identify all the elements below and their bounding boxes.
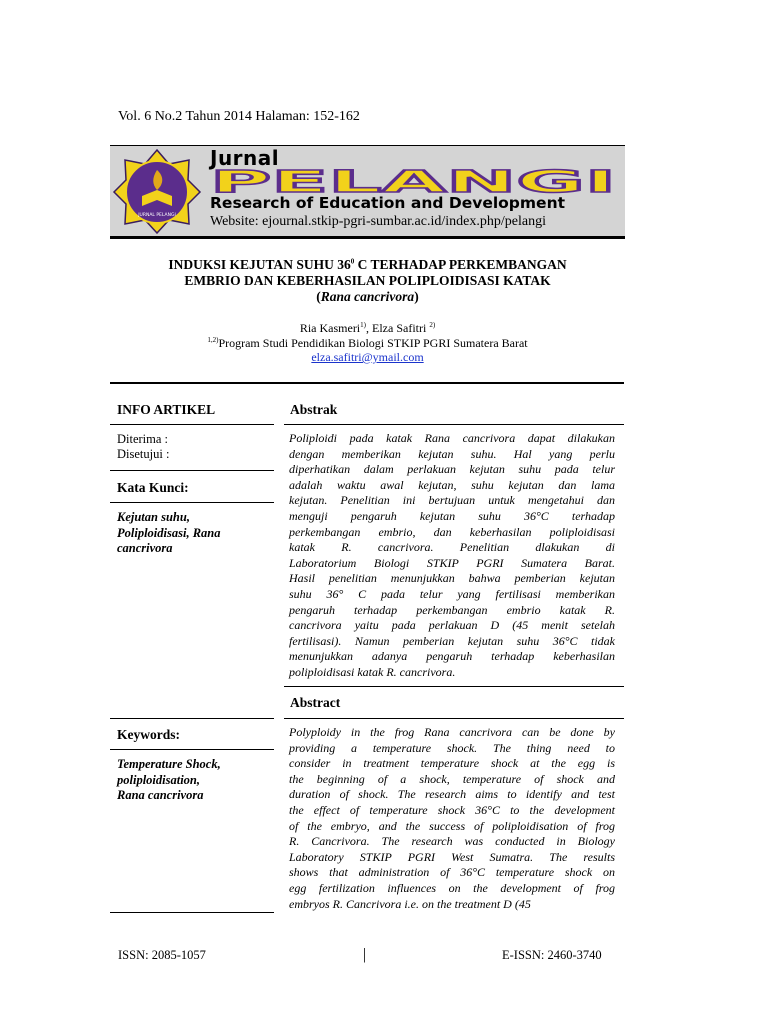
left-rule-5 xyxy=(110,749,274,750)
abstrak-line: Laboratorium Biologi STKIP PGRI Sumatera Barat. xyxy=(289,555,615,570)
abstract-line: Polyploidy in the frog Rana cancrivora can be done by xyxy=(289,725,615,739)
diterima-label: Diterima : xyxy=(117,432,169,446)
kata-kunci-list: Kejutan suhu, Poliploidisasi, Rana cancrivora xyxy=(117,510,221,555)
keywords-list: Temperature Shock, poliploidisation, Rana cancrivora xyxy=(117,757,221,802)
abstrak-line: perkembangan embrio, dan keberhasilan poliploidisasi xyxy=(289,524,615,539)
footer-issn: ISSN: 2085-1057 xyxy=(118,948,206,962)
abstrak-line: pengaruh terhadap perkembangan embrio katak R. xyxy=(289,602,615,617)
banner-subtitle: Research of Education and Development xyxy=(210,194,566,212)
abstrak-line: menguji pengaruh kejutan suhu 36°C terhadap xyxy=(289,508,615,523)
right-rule-2 xyxy=(284,686,624,687)
abstract-body xyxy=(289,725,615,912)
kata-kunci-label: Kata Kunci: xyxy=(117,480,189,495)
banner-pelangi-wordmark xyxy=(208,166,620,196)
abstrak-line: poliploidisasi katak R. cancrivora. xyxy=(289,664,456,679)
abstrak-line: cancrivora yaitu pada perlakuan D (45 menit setelah xyxy=(289,618,615,633)
abstract-line: egg fertilization influences on the development of frog xyxy=(289,880,615,895)
article-title: INDUKSI KEJUTAN SUHU $36^0$ C TERHADAP PERKEMBANGAN EMBRIO DAN KEBERHASILAN POLIPLOIDISASI KATAK (Rana cancrivora) xyxy=(168,257,567,304)
footer-eissn: E-ISSN: 2460-3740 xyxy=(502,948,602,962)
abstrak-line: fertilisasi). Namun pemberian kejutan suhu 36°C tidak xyxy=(289,633,615,648)
journal-logo xyxy=(112,148,202,234)
abstrak-line: adalah waktu awal kejutan, suhu kejutan dan lama xyxy=(289,477,615,492)
section-rule xyxy=(110,382,624,384)
footer-divider: | xyxy=(363,946,367,963)
author-block xyxy=(110,321,625,365)
abstract-line: the effect of temperature shock 36°C to the development xyxy=(289,802,615,817)
abstract-line: shows that administration of 36°C temperature shock on xyxy=(289,865,615,880)
logo-caption: JURNAL PELANGI xyxy=(138,213,176,218)
affiliation: $^{1,2)}$Program Studi Pendidikan Biologi STKIP PGRI Sumatera Barat xyxy=(207,335,528,350)
abstrak-line: diperhatikan dalam perlakuan kejutan suhu pada telur xyxy=(289,462,615,477)
author-names: Ria Kasmeri$^{1)}$, Elza Safitri $^{2)}$ xyxy=(299,321,436,335)
left-rule-3 xyxy=(110,502,274,503)
abstract-line: consider in treatment temperature shock at the egg is xyxy=(289,756,615,771)
banner-website: Website: ejournal.stkip-pgri-sumbar.ac.id/index.php/pelangi xyxy=(210,214,546,229)
abstrak-line: Hasil penelitian menunjukkan bahwa pemberian kejutan xyxy=(289,571,615,586)
abstract-line: of the embryo, and the success of poliploidisation of frog xyxy=(289,818,615,833)
banner-jurnal: Jurnal xyxy=(210,146,280,170)
left-rule-4 xyxy=(110,718,274,719)
abstrak-line: menunjukkan adanya pengaruh terhadap keberhasilan xyxy=(289,649,615,664)
abstrak-line: kejutan. Penelitian ini bertujuan untuk mengetahui dan xyxy=(289,493,615,508)
author-email-link[interactable]: elza.safitri@ymail.com xyxy=(311,350,424,364)
abstract-line: duration of shock. The research aims to identify and test xyxy=(289,787,615,802)
abstrak-line: dengan memberikan kejutan suhu. Hal yang perlu xyxy=(289,446,615,461)
right-rule-3 xyxy=(284,718,624,719)
abstract-line: embryos R. Cancrivora i.e. on the treatment D (45 xyxy=(289,896,531,911)
volume-line: Vol. 6 No.2 Tahun 2014 Halaman: 152-162 xyxy=(118,109,360,124)
abstrak-line: Poliploidi pada katak Rana cancrivora dapat dilakukan xyxy=(289,431,615,445)
abstract-line: providing a temperature shock. The thing need to xyxy=(289,740,615,755)
keywords-label: Keywords: xyxy=(117,727,180,742)
banner-pelangi-text: PELANGI xyxy=(210,166,616,196)
abstract-line: Laboratory STKIP PGRI West Sumatra. The results xyxy=(289,849,615,864)
info-artikel-label: INFO ARTIKEL xyxy=(117,402,216,417)
right-rule-1 xyxy=(284,424,624,425)
abstrak-line: suhu 36° C pada telur yang fertilisasi memberikan xyxy=(289,586,615,601)
left-rule-2 xyxy=(110,470,274,471)
abstract-line: the beginning of a shock, temperature of shock and xyxy=(289,771,615,786)
left-rule-6 xyxy=(110,912,274,913)
left-rule-1 xyxy=(110,424,274,425)
abstract-line: R. Cancrivora. The research was conducted in Biology xyxy=(289,834,615,849)
abstract-label: Abstract xyxy=(290,695,341,710)
abstrak-body xyxy=(289,431,615,681)
disetujui-label: Disetujui : xyxy=(117,447,170,461)
abstrak-label: Abstrak xyxy=(290,402,338,417)
abstrak-line: katak R. cancrivora. Penelitian dlakukan di xyxy=(289,540,615,555)
